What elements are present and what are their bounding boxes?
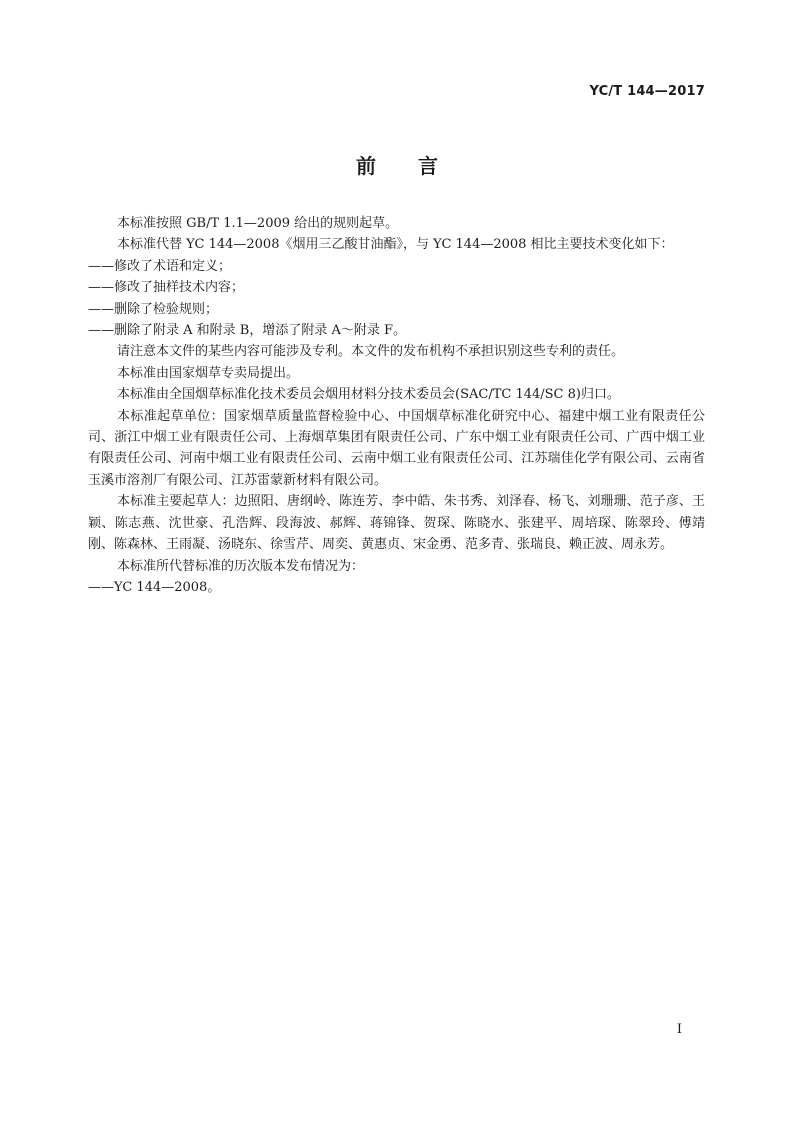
paragraph-replaces: 本标准代替 YC 144—2008《烟用三乙酸甘油酯》，与 YC 144—2008 相比主要技术变化如下： bbox=[117, 237, 674, 253]
paragraph-patent-notice: 请注意本文件的某些内容可能涉及专利。本文件的发布机构不承担识别这些专利的责任。 bbox=[117, 344, 625, 360]
paragraph-drafting-organizations: 本标准起草单位：国家烟草质量监督检验中心、中国烟草标准化研究中心、福建中烟工业有限责任公司、浙江中烟工业有限责任公司、上海烟草集团有限责任公司、广东中烟工业有限责任公司、广西中烟工业有限责任公司、河南中烟工业有限责任公司、云南中烟工业有限责任公司、江苏瑞佳化学有限公司、云南省玉溪市溶剂厂有限公司、江苏雷蒙新材料有限公司。 bbox=[88, 408, 705, 488]
paragraph-previous-editions: 本标准所代替标准的历次版本发布情况为： bbox=[117, 558, 365, 574]
paragraph-drafters: 本标准主要起草人：边照阳、唐纲岭、陈连芳、李中皓、朱书秀、刘泽春、杨飞、刘珊珊、范子彦、王颖、陈志燕、沈世豪、孔浩辉、段海波、郝辉、蒋锦锋、贺琛、陈晓水、张建平、周培琛、陈翠玲、傅靖刚、陈森林、王雨凝、汤晓东、徐雪芹、周奕、黄惠贞、宋金勇、范多青、张瑞良、赖正波、周永芳。 bbox=[88, 494, 705, 553]
previous-edition-item: ——YC 144—2008。 bbox=[88, 579, 221, 595]
title-char-1: 前 bbox=[356, 154, 376, 178]
change-item-3: ——删除了检验规则； bbox=[88, 301, 219, 317]
change-item-4: ——删除了附录 A 和附录 B，增添了附录 A～附录 F。 bbox=[88, 323, 407, 339]
standard-code: YC/T 144—2017 bbox=[589, 84, 705, 99]
paragraph-administered-by: 本标准由全国烟草标准化技术委员会烟用材料分技术委员会(SAC/TC 144/SC 8)归口。 bbox=[117, 387, 620, 403]
paragraph-proposed-by: 本标准由国家烟草专卖局提出。 bbox=[117, 365, 300, 381]
foreword-body bbox=[88, 213, 705, 598]
page-number: I bbox=[676, 1022, 682, 1037]
paragraph-drafting-rule: 本标准按照 GB/T 1.1—2009 给出的规则起草。 bbox=[117, 216, 399, 231]
change-item-2: ——修改了抽样技术内容； bbox=[88, 280, 245, 296]
title-char-2: 言 bbox=[418, 154, 438, 178]
page-title bbox=[0, 150, 794, 179]
change-item-1: ——修改了术语和定义； bbox=[88, 258, 232, 274]
